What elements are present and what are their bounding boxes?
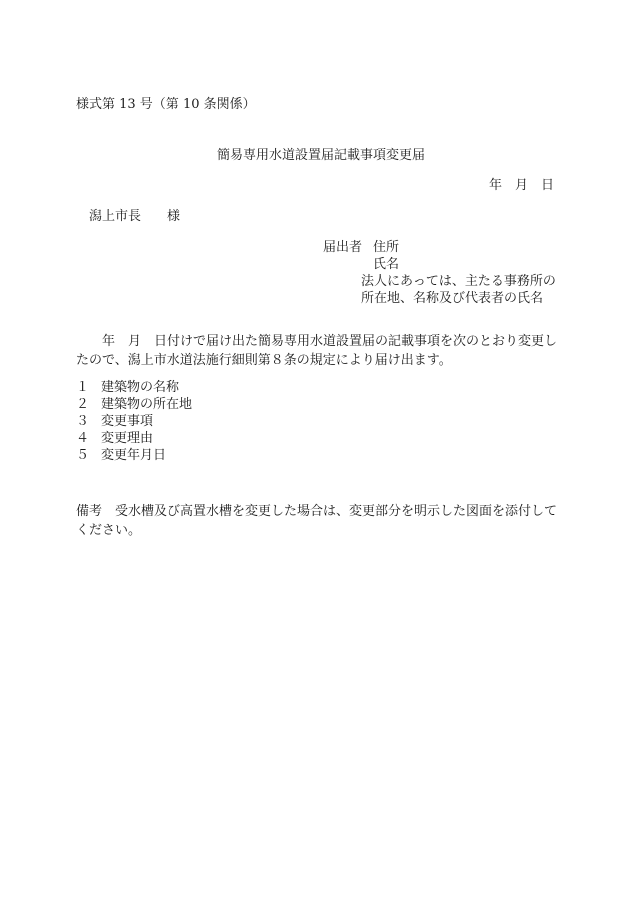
applicant-label: 届出者 [323,240,363,255]
item-label: 建築物の所在地 [101,397,193,412]
addressee: 潟上市長 様 [89,209,181,224]
list-item [76,396,192,413]
change-items-list [76,379,192,464]
item-number: ２ [76,397,90,412]
list-item [76,430,192,447]
item-number: １ [76,380,90,395]
name-label: 氏名 [373,257,400,272]
corporate-note-line2: 所在地、名称及び代表者の氏名 [361,291,544,306]
list-item [76,447,192,464]
item-label: 変更事項 [101,414,154,429]
address-label: 住所 [373,240,400,255]
item-number: ５ [76,448,90,463]
item-label: 変更年月日 [101,448,167,463]
body-paragraph: 年 月 日付けで届け出た簡易専用水道設置届の記載事項を次のとおり変更したので、潟上市水道法施行細則第８条の規定により届け出ます。 [76,334,558,368]
list-item [76,413,192,430]
form-number: 様式第 13 号（第 10 条関係） [76,97,256,112]
item-number: ３ [76,414,90,429]
corporate-note-line1: 法人にあっては、主たる事務所の [361,274,556,289]
date-line: 年 月 日 [488,178,554,193]
item-number: ４ [76,431,90,446]
list-item [76,379,192,396]
remarks-note: 備考 受水槽及び高置水槽を変更した場合は、変更部分を明示した図面を添付してください。 [76,504,558,538]
item-label: 変更理由 [101,431,154,446]
item-label: 建築物の名称 [101,380,180,395]
document-title: 簡易専用水道設置届記載事項変更届 [217,148,426,163]
